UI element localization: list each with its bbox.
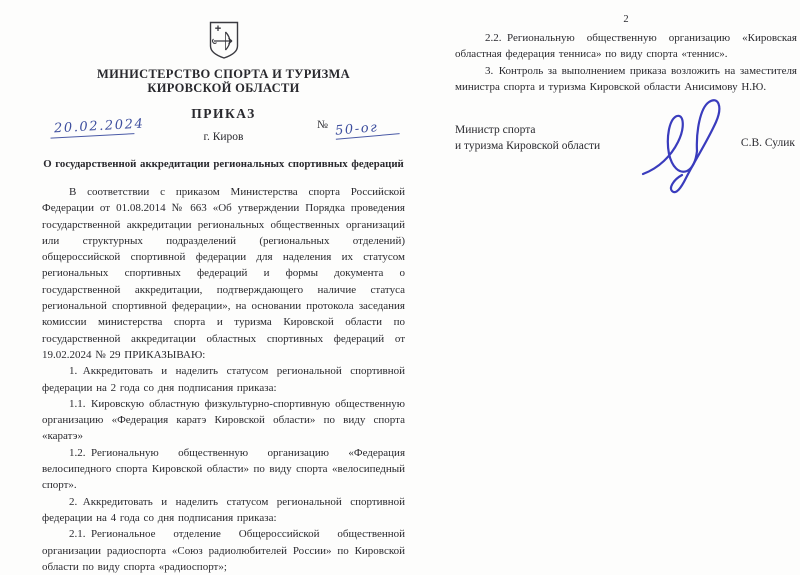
page-number: 2 bbox=[623, 14, 629, 25]
kirov-coat-of-arms-icon bbox=[42, 20, 405, 65]
signatory-position-line1: Министр спорта bbox=[455, 124, 536, 137]
item-2-1: 2.1. Региональное отделение Общероссийской общественной организации радиоспорта «Союз радиолюбителей России» по Кировской области по виду спорта «радиоспорт»; bbox=[42, 528, 405, 573]
date-number-row bbox=[42, 113, 405, 137]
signature-block bbox=[455, 122, 797, 192]
item-2: 2. Аккредитовать и наделить статусом региональной спортивной федерации на 4 года со дня подписания приказа: bbox=[42, 495, 405, 524]
item-1-1: 1.1. Кировскую областную физкультурно-спортивную общественную организацию «Федерация каратэ Кировской области» по виду спорта «каратэ» bbox=[42, 397, 405, 443]
item-1: 1. Аккредитовать и наделить статусом региональной спортивной федерации на 2 года со дня подписания приказа: bbox=[42, 365, 405, 394]
handwritten-date bbox=[54, 115, 145, 139]
document-title: О государственной аккредитации региональных спортивных федераций bbox=[43, 158, 404, 170]
handwritten-date-text: 20.02.2024 bbox=[53, 116, 145, 137]
order-body bbox=[42, 184, 405, 575]
preamble-paragraph: В соответствии с приказом Министерства спорта Российской Федерации от 01.08.2014 № 663 «Об утверждении Порядка проведения государственной аккредитации региональных общественных организаций или структурных подразделений (региональных отделений) общероссийской спортивной федерации для наделения их статусом региональных спортивных федераций и формы документа о государственной аккредитации, подтверждающего наличие статуса региональной спортивной федерации», на основании протокола заседания комиссии министерства спорта и туризма Кировской области по государственной аккредитации областных спортивных федераций от 19.02.2024 № 29 ПРИКАЗЫВАЮ: bbox=[42, 186, 405, 361]
item-3: 3. Контроль за выполнением приказа возложить на заместителя министра спорта и туризма Кировской области Анисимову Н.Ю. bbox=[455, 64, 797, 93]
handwritten-number bbox=[334, 116, 399, 140]
signatory-name: С.В. Сулик bbox=[740, 137, 795, 150]
signatory-position-line2: и туризма Кировской области bbox=[455, 140, 601, 153]
item-2-2: 2.2. Региональную общественную организацию «Кировская областная федерация тенниса» по виду спорта «теннис». bbox=[455, 32, 797, 61]
document-type-heading: ПРИКАЗ bbox=[191, 106, 256, 121]
number-sign: № bbox=[317, 119, 328, 131]
page-1 bbox=[42, 14, 405, 575]
ministry-name bbox=[42, 68, 405, 95]
handwritten-number-text: 50-ог bbox=[334, 120, 379, 139]
document-number bbox=[317, 119, 399, 137]
page-2 bbox=[455, 14, 797, 192]
signature-icon bbox=[637, 96, 737, 206]
item-1-2: 1.2. Региональную общественную организацию «Федерация велосипедного спорта Кировской области» по виду спорта «велосипедный спорт». bbox=[42, 446, 405, 492]
city-line: г. Киров bbox=[203, 131, 244, 143]
ministry-name-line2: КИРОВСКОЙ ОБЛАСТИ bbox=[147, 80, 300, 95]
ministry-name-line1: МИНИСТЕРСТВО СПОРТА И ТУРИЗМА bbox=[97, 67, 350, 81]
